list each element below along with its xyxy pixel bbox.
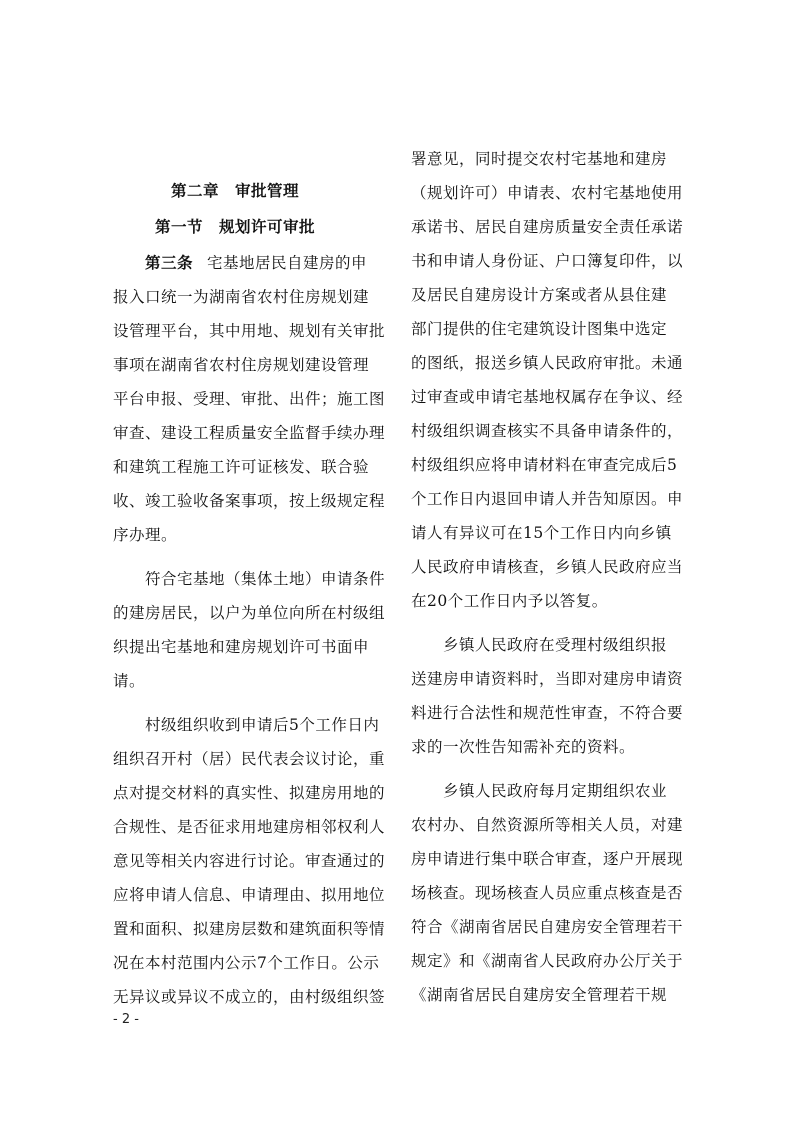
paragraph-line: 在20个工作日内予以答复。 [411,592,608,610]
paragraph-line: 请。 [113,672,146,690]
paragraph-line: 乡镇人民政府在受理村级组织报 [443,636,668,654]
paragraph-line: 应将申请人信息、申请理由、拟用地位 [113,886,386,904]
paragraph-line: 《湖南省居民自建房安全管理若干规 [411,986,668,1004]
paragraph-line: 织提出宅基地和建房规划许可书面申 [113,638,370,656]
paragraph-line: 署意见，同时提交农村宅基地和建房 [411,150,668,168]
paragraph-line: 况在本村范围内公示7个工作日。公示 [113,954,380,972]
article-first-text: 宅基地居民自建房的申 [207,254,368,272]
paragraph-line: 求的一次性告知需补充的资料。 [411,738,636,756]
paragraph-line: 符合《湖南省居民自建房安全管理若干 [411,918,684,936]
paragraph-line: 和建筑工程施工许可证核发、联合验 [113,458,370,476]
paragraph-line: 事项在湖南省农村住房规划建设管理 [113,356,370,374]
paragraph-line: 人民政府申请核查，乡镇人民政府应当 [411,558,684,576]
paragraph-line: 及居民自建房设计方案或者从县住建 [411,286,668,304]
paragraph-line: 组织召开村（居）民代表会议讨论，重 [113,750,386,768]
paragraph-line: 的建房居民，以户为单位向所在村级组 [113,604,386,622]
paragraph-line: 置和面积、拟建房层数和建筑面积等情 [113,920,386,938]
paragraph-line: 点对提交材料的真实性、拟建房用地的 [113,784,386,802]
paragraph-line: 过审查或申请宅基地权属存在争议、经 [411,388,684,406]
section-title: 第一节 规划许可审批 [154,217,315,236]
paragraph-line: 乡镇人民政府每月定期组织农业 [443,782,668,800]
paragraph-line: （规划许可）申请表、农村宅基地使用 [411,184,684,202]
paragraph-line: 符合宅基地（集体土地）申请条件 [145,570,386,588]
paragraph-line: 村级组织调查核实不具备申请条件的， [411,422,684,440]
paragraph-line: 承诺书、居民自建房质量安全责任承诺 [411,218,684,236]
paragraph-line: 无异议或异议不成立的，由村级组织签 [113,988,386,1006]
paragraph-line: 意见等相关内容进行讨论。审查通过的 [113,852,386,870]
paragraph-line: 报入口统一为湖南省农村住房规划建 [113,288,370,306]
paragraph-line: 房申请进行集中联合审查，逐户开展现 [411,850,684,868]
chapter-title: 第二章 审批管理 [170,181,299,200]
paragraph-line: 个工作日内退回申请人并告知原因。申 [411,490,684,508]
paragraph-line: 料进行合法性和规范性审查，不符合要 [411,704,684,722]
paragraph-line: 书和申请人身份证、户口簿复印件，以 [411,252,684,270]
paragraph-line: 规定》和《湖南省人民政府办公厅关于 [411,952,684,970]
paragraph-line: 平台申报、受理、审批、出件；施工图 [113,390,386,408]
paragraph-line: 村级组织应将申请材料在审查完成后5 [411,456,678,474]
paragraph-line: 送建房申请资料时，当即对建房申请资 [411,670,684,688]
paragraph-line: 审查、建设工程质量安全监督手续办理 [113,424,386,442]
paragraph-line: 的图纸，报送乡镇人民政府审批。未通 [411,354,684,372]
article-first-line [113,247,368,279]
paragraph-line: 部门提供的住宅建筑设计图集中选定 [411,320,668,338]
article-label: 第三条 [145,253,194,272]
paragraph-line: 合规性、是否征求用地建房相邻权利人 [113,818,386,836]
paragraph-line: 场核查。现场核查人员应重点核查是否 [411,884,684,902]
paragraph-line: 序办理。 [113,526,178,544]
page-number: - 2 - [113,1012,139,1027]
paragraph-line: 请人有异议可在15个工作日内向乡镇 [411,524,672,542]
paragraph-line: 收、竣工验收备案事项，按上级规定程 [113,492,386,510]
paragraph-line: 农村办、自然资源所等相关人员，对建 [411,816,684,834]
paragraph-line: 设管理平台，其中用地、规划有关审批 [113,322,386,340]
paragraph-line: 村级组织收到申请后5个工作日内 [145,716,380,734]
